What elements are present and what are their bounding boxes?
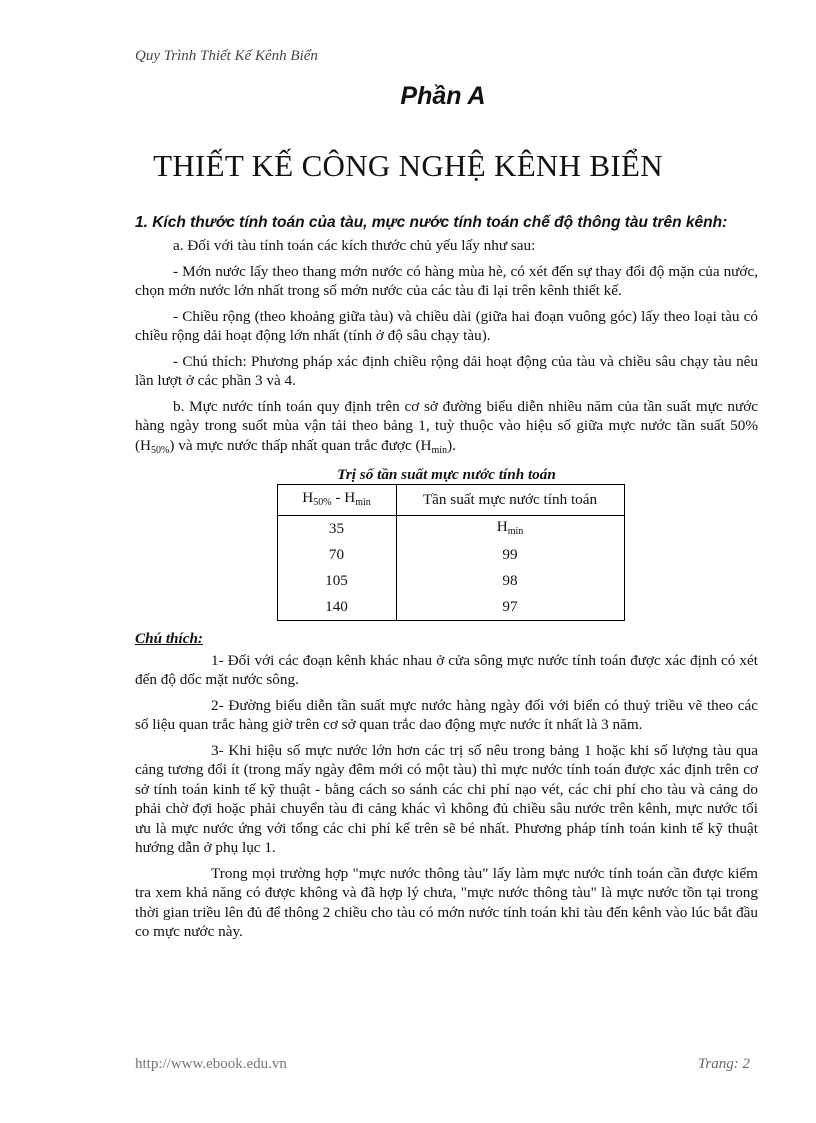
- table-cell-difference: 105: [277, 568, 396, 594]
- table-header-difference: $H_{50\%} - H_{min}$: [277, 485, 396, 516]
- footer-page-number: Trang: 2: [697, 1056, 750, 1072]
- table-header-frequency: Tần suất mực nước tính toán: [396, 485, 624, 516]
- table-row: [277, 542, 624, 568]
- notes-title: Chú thích:: [135, 630, 203, 647]
- table-row: [277, 594, 624, 621]
- table-caption: Trị số tần suất mực nước tính toán: [337, 466, 556, 483]
- paragraph-b-text-2: ) và mực nước thấp nhất quan trắc được (H: [169, 436, 432, 454]
- table-row: [277, 568, 624, 594]
- paragraph-a: a. Đối với tàu tính toán các kích thước chủ yếu lấy như sau:: [173, 237, 536, 254]
- note-4: Trong mọi trường hợp "mực nước thông tàu" lấy làm mực nước tính toán cần được kiểm tra xem khả năng có được không và đã hợp lý chưa, "mực nước thông tàu" là mực nước tồn tại trong thời gian triều lên đủ để thông 2 chiều cho tàu có mớn nước tính toán khi tàu đến kênh vào lúc bắt đầu co mực nước này.: [135, 864, 758, 940]
- main-title: THIẾT KẾ CÔNG NGHỆ KÊNH BIỂN: [153, 148, 663, 183]
- note-3: 3- Khi hiệu số mực nước lớn hơn các trị số nêu trong bảng 1 hoặc khi số lượng tàu qua cảng tương đối ít (trong mấy ngày đêm mới có một tàu) thì mực nước tính toán được xác định trên cơ sở tính toán kinh tế kỹ thuật - bằng cách so sánh các chi phí nạo vét, các chi phí cho tàu và cảng do phải chờ đợi hoặc phải chuyển tàu đi cảng khác vì không đủ chiều sâu nước trên kênh, mực nước tối ưu là mực nước ứng với tổng các chi phí kể trên sẽ bé nhất. Phương pháp tính toán kinh tế kỹ thuật hướng dẫn ở phụ lục 1.: [135, 741, 758, 856]
- note-2: 2- Đường biểu diễn tần suất mực nước hàng ngày đối với biển có thuỷ triều vẽ theo các số liệu quan trắc hàng giờ trên cơ sở quan trắc dao động mực nước ít nhất là 3 năm.: [135, 696, 758, 733]
- note-1: 1- Đối với các đoạn kênh khác nhau ở cửa sông mực nước tính toán được xác định có xét đến độ dốc mặt nước sông.: [135, 651, 758, 688]
- paragraph-b-text-1: b. Mực nước tính toán quy định trên cơ sở đường biểu diễn nhiều năm của tần suất mực nước hàng ngày trong suốt mùa vận tải theo bảng 1, tuỳ thuộc vào hiệu số giữa mực nước tần suất 50% (H: [135, 397, 758, 454]
- table-cell-frequency: 98: [502, 572, 518, 590]
- paragraph-width: - Chiều rộng (theo khoảng giữa tàu) và chiều dài (giữa hai đoạn vuông góc) lấy theo loại tàu có chiều rộng dải hoạt động lớn nhất (tính ở độ sâu chạy tàu).: [135, 307, 758, 344]
- paragraph-b-text-3: ).: [447, 436, 456, 454]
- footer-url: http://www.ebook.edu.vn: [135, 1056, 287, 1072]
- section-heading: 1. Kích thước tính toán của tàu, mực nước tính toán chế độ thông tàu trên kênh:: [135, 214, 728, 231]
- table-cell-frequency: $H_{min}$: [496, 517, 524, 537]
- table-cell-difference: 35: [277, 516, 396, 543]
- running-header: Quy Trình Thiết Kế Kênh Biển: [135, 48, 318, 64]
- paragraph-b: [135, 397, 758, 461]
- table-cell-frequency: 99: [502, 546, 518, 564]
- frequency-table: [277, 484, 625, 621]
- table-cell-difference: 70: [277, 542, 396, 568]
- paragraph-draft: - Mớn nước lấy theo thang mớn nước có hàng mùa hè, có xét đến sự thay đổi độ mặn của nước, chọn mớn nước lớn nhất trong số mớn nước của các tàu đi lại trên kênh thiết kế.: [135, 262, 758, 299]
- part-title: Phần A: [400, 82, 486, 110]
- document-body: [135, 213, 758, 948]
- table-header-row: [277, 485, 624, 516]
- table-row: [277, 516, 624, 543]
- paragraph-b-sub-1: 50%: [151, 444, 170, 456]
- table-cell-frequency: 97: [502, 598, 518, 616]
- paragraph-note: - Chú thích: Phương pháp xác định chiều rộng dải hoạt động của tàu và chiều sâu chạy tàu nêu lần lượt ở các phần 3 và 4.: [135, 352, 758, 389]
- paragraph-b-sub-2: min: [431, 444, 448, 456]
- table-cell-difference: 140: [277, 594, 396, 621]
